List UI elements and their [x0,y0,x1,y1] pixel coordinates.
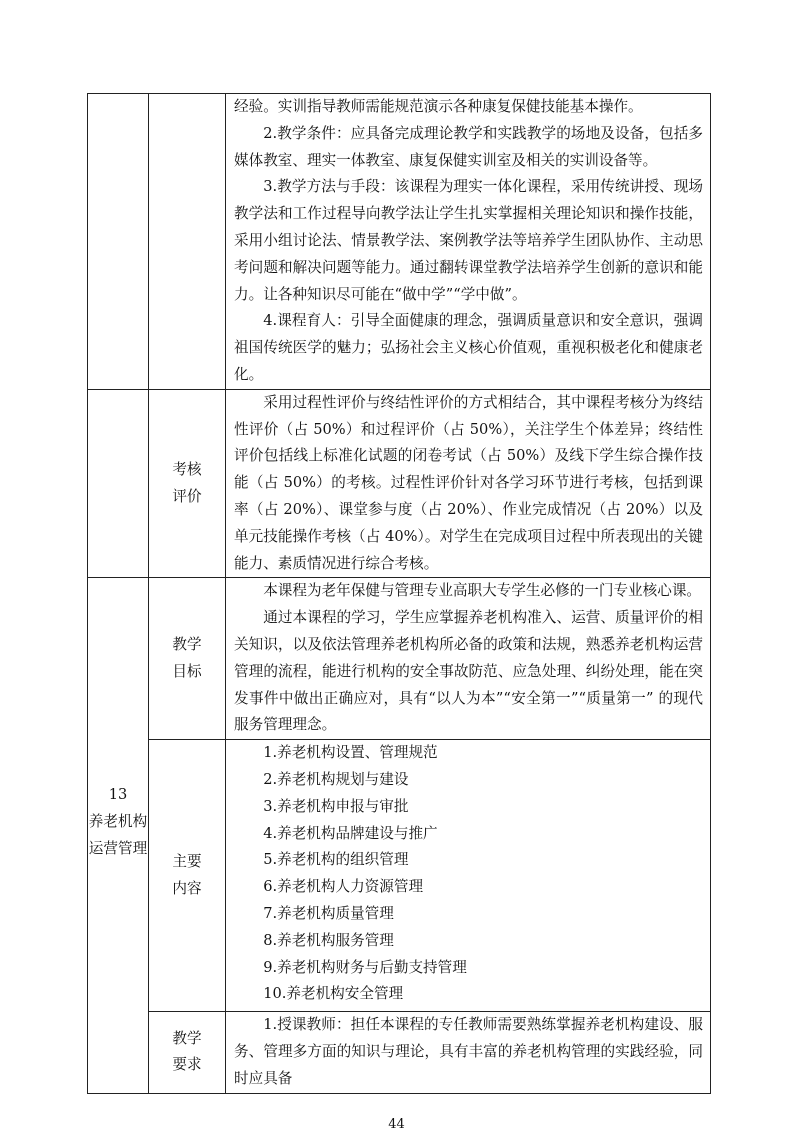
course-cell-empty [88,389,149,578]
requirements-label [149,1012,226,1093]
label-line: 内容 [172,879,202,897]
paragraph: 3.教学方法与手段：该课程为理实一体化课程，采用传统讲授、现场教学法和工作过程导向教学法让学生扎实掌握相关理论知识和操作技能， 采用小组讨论法、情景教学法、案例教学法等培养学生团队协作、主动思考问题和解决问题等能力。通过翻转课堂教学法培养学生创新的意识和能力。让各种知识尽可能在“做中学”“学中做”。 [234,178,703,303]
paragraph: 通过本课程的学习，学生应掌握养老机构准入、运营、质量评价的相关知识，以及依法管理养老机构所必备的政策和法规，熟悉养老机构运营管理的流程，能进行机构的安全事故防范、应急处理、纠纷处理，能在突发事件中做出正确应对，具有“以人为本”“安全第一”“质量第一” 的现代服务管理理念。 [234,609,703,734]
list-item: 1.养老机构设置、管理规范 [263,744,438,762]
list-item: 3.养老机构申报与审批 [263,797,409,815]
paragraph: 经验。实训指导教师需能规范演示各种康复保健技能基本操作。 [234,98,643,115]
page-number: 44 [388,1116,405,1132]
paragraph: 采用过程性评价与终结性评价的方式相结合，其中课程考核分为终结性评价（占 50%）和过程评价（占 50%），关注学生个体差异；终结性评价包括线上标准化试题的闭卷考试（占 50%）及线下学生综合操作技能（占 50%）的考核。过程性评价针对各学习环节进行考核，包括到课率（占 20%）、课堂参与度（占 20%）、作业完成情况（占 20%）以及单元技能操作考核（占 40%）。对学生在完成项目过程中所表现出的关键能力、素质情况进行综合考核。 [234,393,703,572]
goals-label [149,578,226,740]
label-line: 要求 [172,1056,202,1074]
paragraph: 4.课程育人：引导全面健康的理念，强调质量意识和安全意识，强调祖国传统医学的魅力；弘扬社会主义核心价值观，重视积极老化和健康老化。 [234,312,703,383]
assessment-label [149,389,226,578]
content-list [226,740,711,1012]
course-name-line: 养老机构 [88,813,148,831]
paragraph: 2.教学条件：应具备完成理论教学和实践教学的场地及设备，包括多媒体教室、理实一体教室、康复保健实训室及相关的实训设备等。 [234,124,703,169]
paragraph: 1.授课教师：担任本课程的专任教师需要熟练掌握养老机构建设、服务、管理多方面的知识与理论，具有丰富的养老机构管理的实践经验，同时应具备 [234,1016,703,1087]
list-item: 8.养老机构服务管理 [263,931,394,949]
assessment-content [226,389,711,578]
list-item: 6.养老机构人力资源管理 [263,878,424,896]
course-table [87,93,711,1094]
label-line: 教学 [172,635,202,653]
list-item: 7.养老机构质量管理 [263,904,394,922]
requirements-content [226,1012,711,1093]
label-line: 教学 [172,1029,202,1047]
label-cell-empty [149,94,226,390]
course-number: 13 [108,786,128,804]
goals-content [226,578,711,740]
label-line: 考核 [172,460,202,478]
course-name-cell [88,578,149,1093]
label-line: 主要 [172,852,202,870]
list-item: 5.养老机构的组织管理 [263,851,409,869]
label-line: 评价 [172,487,202,505]
course-name-line: 运营管理 [88,839,148,857]
label-line: 目标 [172,662,202,680]
list-item: 9.养老机构财务与后勤支持管理 [263,958,467,976]
list-item: 4.养老机构品牌建设与推广 [263,824,438,842]
content-label [149,740,226,1012]
course-cell-empty [88,94,149,390]
list-item: 2.养老机构规划与建设 [263,770,409,788]
teaching-requirements-continued [226,94,711,390]
paragraph: 本课程为老年保健与管理专业高职大专学生必修的一门专业核心课。 [263,582,702,600]
list-item: 10.养老机构安全管理 [263,985,404,1003]
